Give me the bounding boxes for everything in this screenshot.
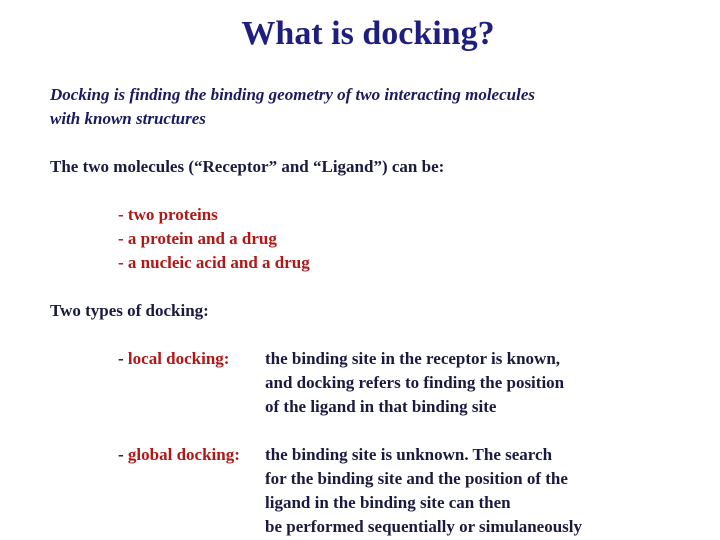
definition-line-1: Docking is finding the binding geometry of two interacting molecules bbox=[50, 85, 535, 104]
molecule-item-nucleic-drug: - a nucleic acid and a drug bbox=[118, 253, 310, 272]
global-desc-line-2: for the binding site and the position of the bbox=[265, 469, 568, 488]
molecule-item-protein-drug: - a protein and a drug bbox=[118, 229, 277, 248]
molecule-item-proteins: - two proteins bbox=[118, 205, 218, 224]
global-docking-label bbox=[118, 444, 240, 466]
local-desc-line-2: and docking refers to finding the position bbox=[265, 373, 565, 392]
global-desc-line-1: the binding site is unknown. The search bbox=[265, 445, 553, 464]
local-desc-line-3: of the ligand in that binding site bbox=[265, 397, 497, 416]
global-desc-line-3: ligand in the binding site can then bbox=[265, 493, 511, 512]
local-desc-line-1: the binding site in the receptor is known, bbox=[265, 349, 561, 368]
global-desc-line-4: be performed sequentially or simulaneously bbox=[265, 517, 583, 536]
molecules-heading: The two molecules (“Receptor” and “Ligand”) can be: bbox=[50, 157, 445, 176]
global-dash: - bbox=[118, 445, 128, 464]
definition-line-2: with known structures bbox=[50, 109, 206, 128]
types-heading: Two types of docking: bbox=[50, 301, 209, 320]
page-title: What is docking? bbox=[241, 15, 495, 52]
global-docking-term: global docking: bbox=[127, 445, 240, 464]
local-dash: - bbox=[118, 349, 128, 368]
local-docking-term: local docking: bbox=[127, 349, 230, 368]
local-docking-label bbox=[118, 348, 229, 370]
